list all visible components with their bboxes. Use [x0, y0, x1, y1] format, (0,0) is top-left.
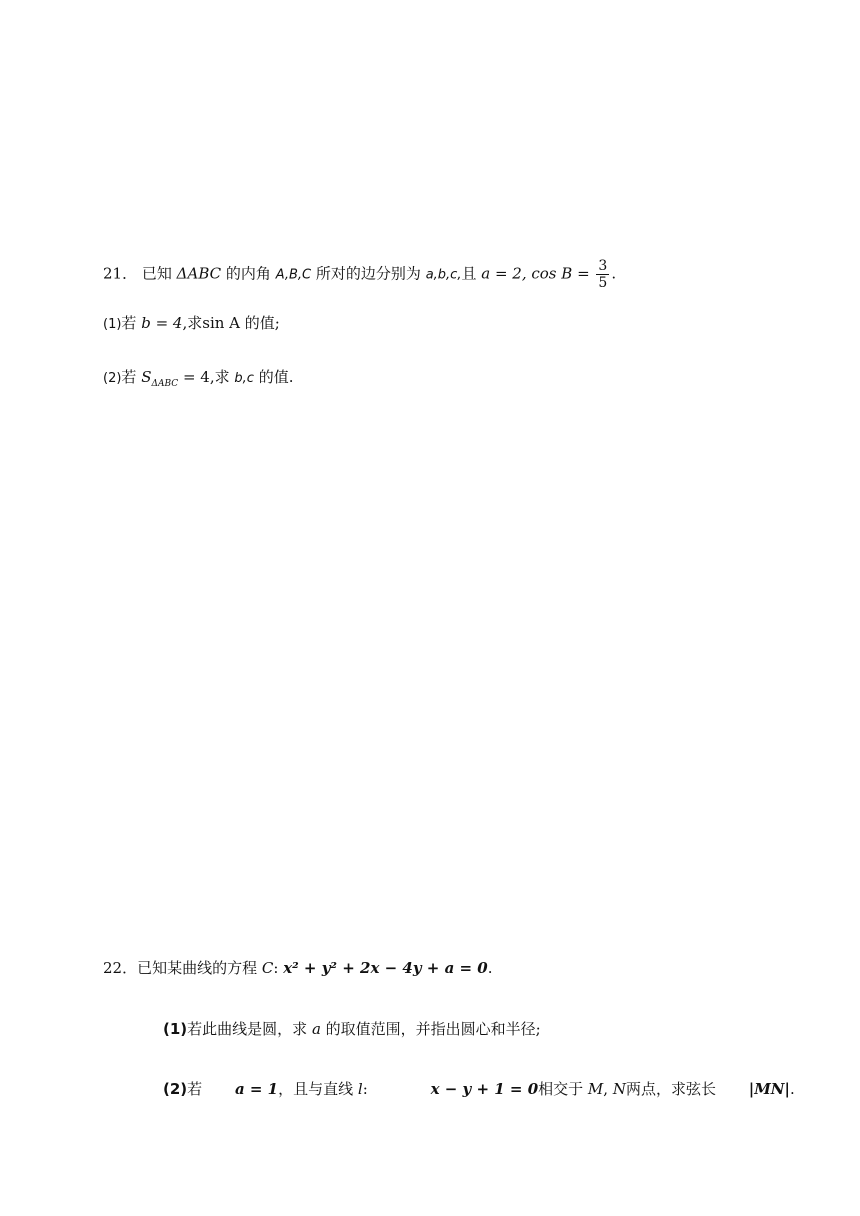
- q21-part-1: [103, 313, 280, 335]
- q21-p1-label: (1): [103, 317, 122, 332]
- q21-statement: [103, 258, 616, 291]
- q21-period: .: [611, 264, 617, 283]
- q22-p2-text-6: 两点，求弦长: [625, 1080, 716, 1098]
- q21-p2-text-3: 的值.: [253, 368, 294, 386]
- q21-p2-text-1: 若: [121, 368, 137, 386]
- q21-p2-area-symbol: S: [141, 368, 152, 386]
- q22-p2-line-equation: x − y + 1 = 0: [430, 1080, 539, 1098]
- fraction-numerator: 3: [598, 258, 608, 274]
- q21-p1-text-3: 的值;: [240, 314, 280, 332]
- q21-part-2: [103, 367, 293, 394]
- q22-p1-label: (1): [163, 1020, 188, 1038]
- q22-p2-text-4: 相交于: [538, 1080, 588, 1098]
- q22-number: 22．: [103, 959, 138, 977]
- q21-triangle: ΔABC: [176, 264, 222, 283]
- q21-text-3: 所对的边分别为: [315, 264, 421, 283]
- q22-p1-text-2: 的取值范围，并指出圆心和半径;: [320, 1020, 541, 1038]
- q21-p2-math: = 4: [178, 368, 210, 386]
- q21-text-2: 的内角: [225, 264, 271, 283]
- q22-part-1: [163, 1019, 541, 1039]
- q21-condition: a = 2, cos B =: [481, 264, 590, 283]
- q21-text-1: 已知: [141, 264, 172, 283]
- q21-p2-label: (2): [103, 371, 122, 386]
- q21-p1-math: b = 4: [141, 314, 183, 332]
- q22-p2-point-N: N: [612, 1080, 626, 1098]
- q22-equation: x² + y² + 2x − 4y + a = 0: [283, 959, 488, 977]
- q22-colon: :: [273, 959, 284, 977]
- q21-text-4: 且: [461, 264, 477, 283]
- q22-p2-chord-length: |MN|: [748, 1080, 790, 1098]
- q22-p2-point-M: M: [587, 1080, 604, 1098]
- q22-statement: [103, 958, 493, 978]
- q22-text-1: 已知某曲线的方程: [137, 959, 262, 977]
- q21-p1-sinA: sin A: [202, 314, 241, 332]
- q22-p2-period: .: [789, 1080, 795, 1098]
- q21-angles: A,B,C: [275, 267, 312, 283]
- q22-p2-label: (2): [163, 1080, 188, 1098]
- q22-curve-name: C: [261, 959, 274, 977]
- q22-p1-text-1: 若此曲线是圆，求: [187, 1020, 312, 1038]
- q21-sides: a,b,c,: [425, 267, 462, 283]
- q22-p1-a: a: [311, 1020, 321, 1038]
- q21-p1-text-1: 若: [121, 314, 137, 332]
- q22-p2-text-2: ，且与直线: [278, 1080, 358, 1098]
- q21-fraction: [596, 258, 609, 291]
- q22-p2-text-1: 若: [187, 1080, 203, 1098]
- q21-number: 21．: [103, 264, 138, 283]
- q21-p1-text-2: ,求: [182, 314, 203, 332]
- q22-p2-a-value: a = 1: [234, 1080, 279, 1098]
- q22-p2-comma: ,: [603, 1080, 613, 1098]
- q22-part-2: [163, 1079, 795, 1099]
- q21-p2-vars: b,c: [234, 371, 254, 386]
- q21-p2-text-2: ,求: [209, 368, 235, 386]
- q22-p2-colon: :: [362, 1080, 368, 1098]
- q22-period: .: [487, 959, 493, 977]
- q22-p2-line-name: l: [357, 1080, 363, 1098]
- q21-p2-area-sub: ΔABC: [151, 379, 179, 389]
- fraction-denominator: 5: [598, 275, 608, 291]
